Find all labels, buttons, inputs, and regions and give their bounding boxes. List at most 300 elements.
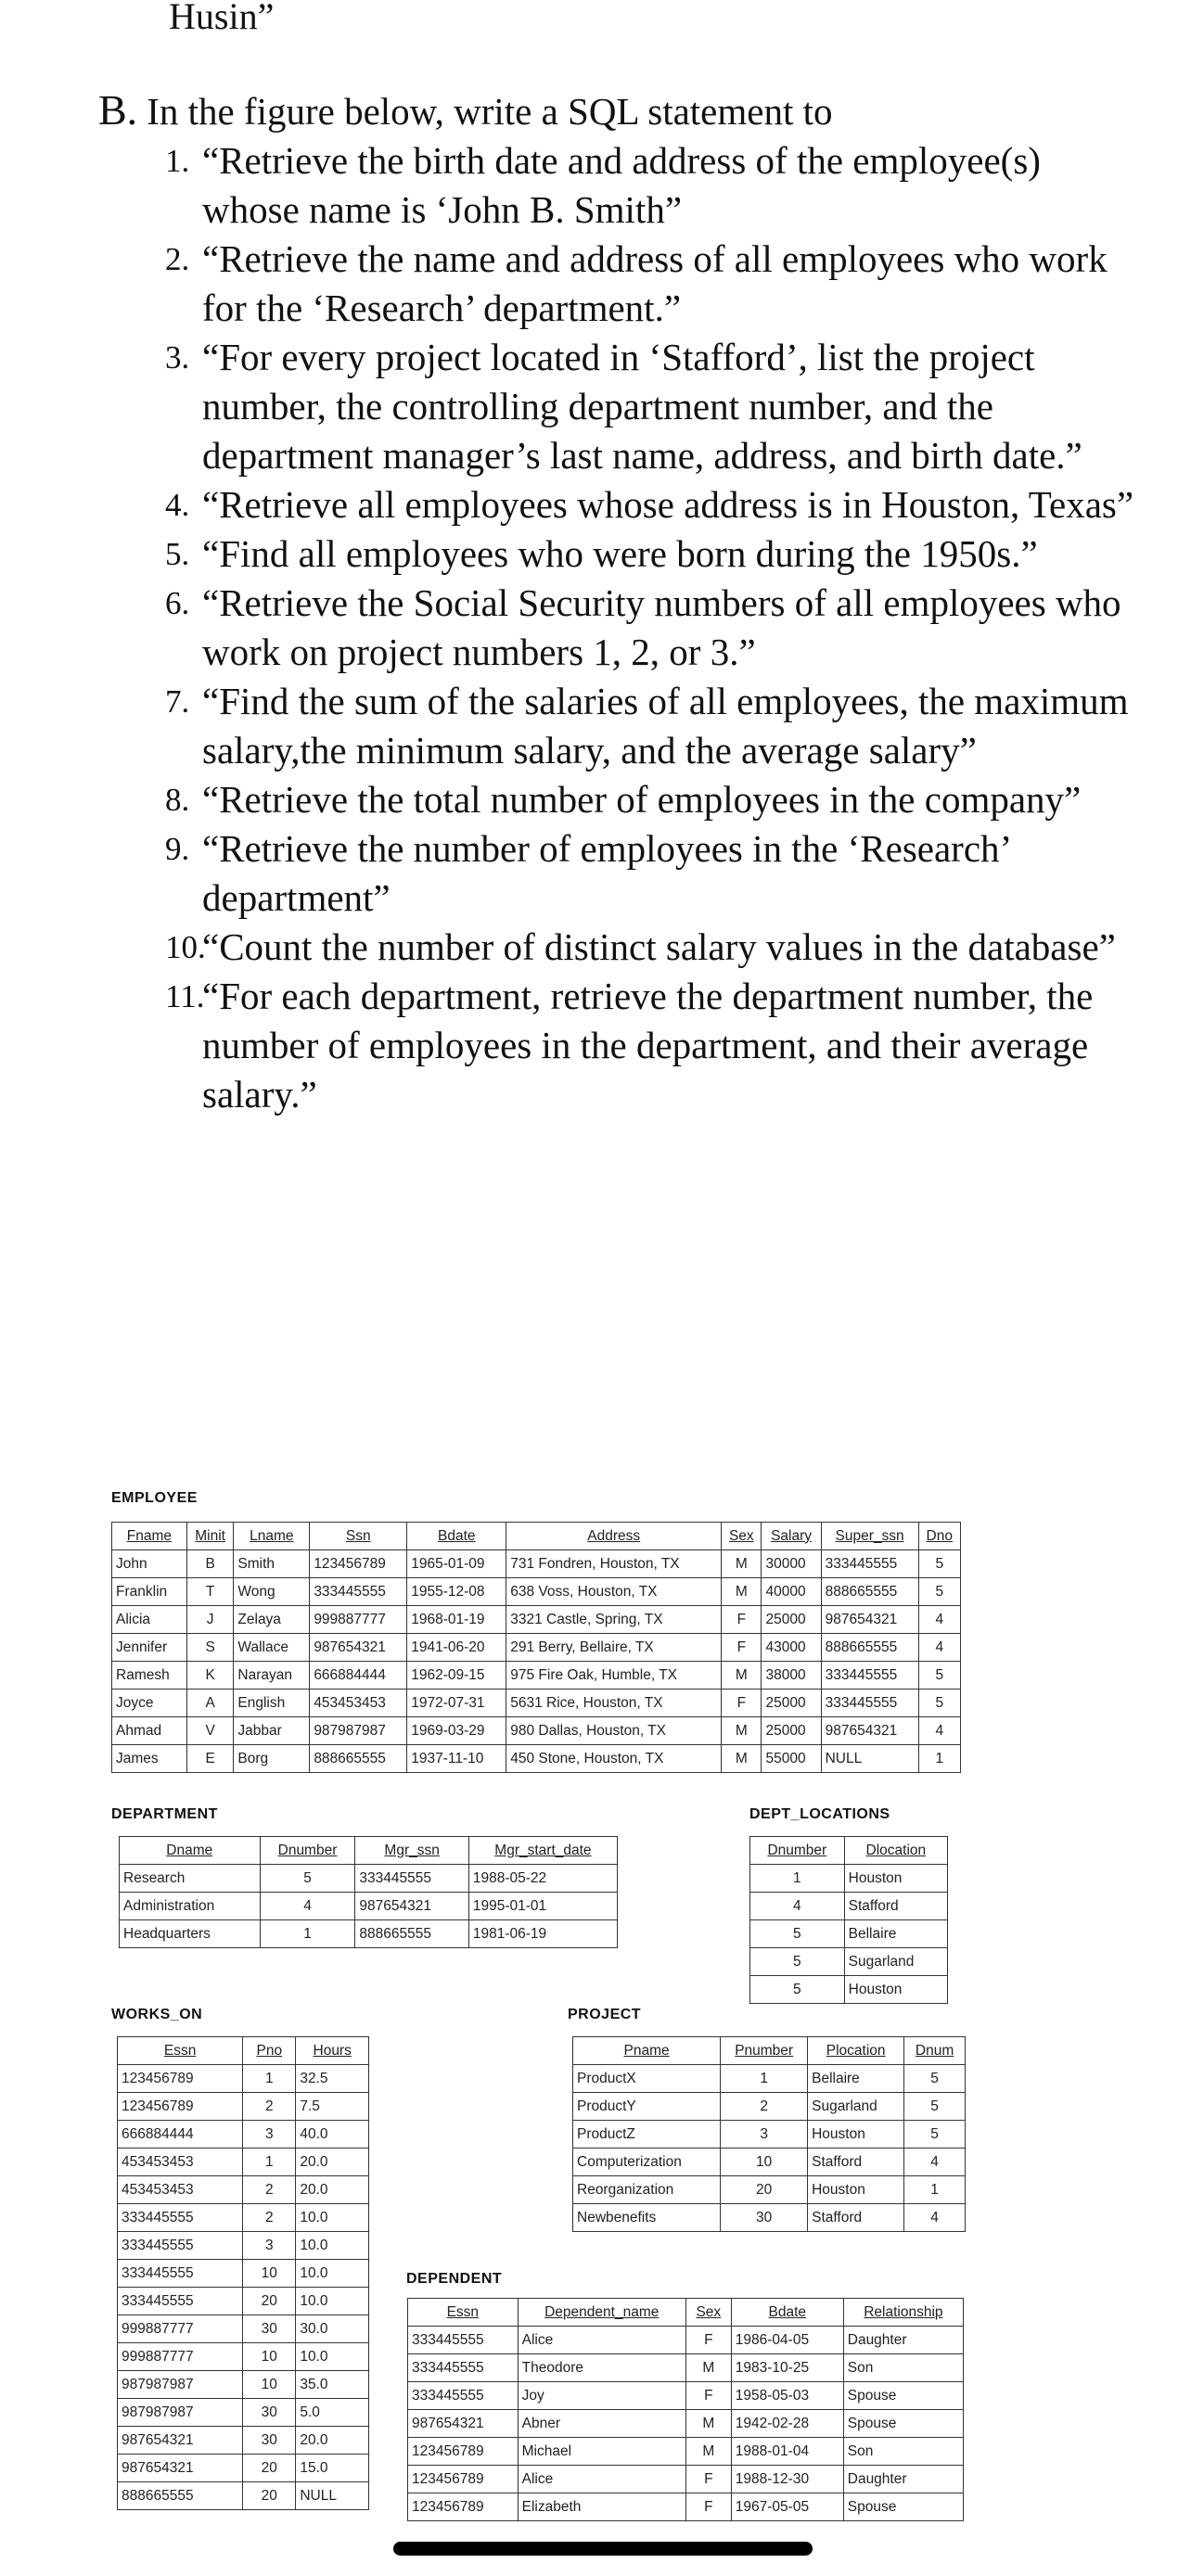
table-cell: Research <box>120 1865 261 1893</box>
table-cell: Borg <box>234 1745 310 1773</box>
table-row <box>112 1717 961 1745</box>
question-text: “Retrieve the birth date and address of the employee(s) whose name is ‘John B. Smith” <box>202 139 1041 231</box>
column-header: Mgr_start_date <box>468 1837 617 1865</box>
table-cell: 10 <box>243 2260 296 2288</box>
table-cell: 999887777 <box>118 2343 243 2371</box>
table-cell: 1 <box>904 2176 966 2204</box>
table-cell: Franklin <box>112 1578 187 1606</box>
table-cell: 1968-01-19 <box>407 1606 506 1634</box>
table-cell: Joy <box>518 2382 685 2410</box>
table-row <box>573 2065 966 2093</box>
table-cell: 10.0 <box>296 2260 369 2288</box>
table-cell: Son <box>843 2438 963 2466</box>
column-header: Dnumber <box>750 1837 845 1865</box>
table-cell: B <box>186 1550 234 1578</box>
table-cell: 4 <box>918 1634 960 1662</box>
project-table <box>572 2036 966 2232</box>
question-number: 4. <box>165 487 190 523</box>
table-cell: 999887777 <box>118 2315 243 2343</box>
table-cell: NULL <box>296 2482 369 2510</box>
table-cell: 4 <box>904 2204 966 2232</box>
table-cell: Spouse <box>843 2382 963 2410</box>
table-cell: 30.0 <box>296 2315 369 2343</box>
table-cell: 999887777 <box>310 1606 407 1634</box>
table-cell: F <box>722 1690 762 1717</box>
table-cell: 987654321 <box>310 1634 407 1662</box>
table-cell: Daughter <box>843 2466 963 2493</box>
section-heading <box>98 85 1137 136</box>
table-cell: Jennifer <box>112 1634 187 1662</box>
table-cell: James <box>112 1745 187 1773</box>
table-row <box>112 1662 961 1690</box>
table-cell: Alice <box>518 2327 685 2354</box>
question-text: “Retrieve the total number of employees in the company” <box>202 778 1082 821</box>
table-cell: ProductX <box>573 2065 721 2093</box>
question-item <box>98 923 1137 972</box>
table-cell: M <box>685 2410 731 2438</box>
table-cell: F <box>685 2493 731 2521</box>
table-cell: 55000 <box>762 1745 821 1773</box>
table-cell: 1958-05-03 <box>731 2382 843 2410</box>
table-cell: 38000 <box>762 1662 821 1690</box>
table-cell: M <box>722 1550 762 1578</box>
table-cell: 5 <box>750 1948 845 1976</box>
table-cell: M <box>685 2354 731 2382</box>
table-cell: 333445555 <box>408 2382 519 2410</box>
column-header: Sex <box>722 1523 762 1550</box>
table-cell: 333445555 <box>355 1865 468 1893</box>
table-cell: 1955-12-08 <box>407 1578 506 1606</box>
table-cell: 5 <box>918 1690 960 1717</box>
question-item <box>98 235 1137 333</box>
department-table <box>119 1836 618 1948</box>
table-cell: 1981-06-19 <box>468 1920 617 1948</box>
table-cell: 453453453 <box>118 2149 243 2176</box>
table-cell: Stafford <box>844 1893 947 1920</box>
table-cell: 333445555 <box>408 2327 519 2354</box>
table-row <box>750 1948 948 1976</box>
table-cell: 4 <box>904 2149 966 2176</box>
table-cell: 20 <box>243 2455 296 2482</box>
table-row <box>112 1745 961 1773</box>
question-item <box>98 972 1137 1119</box>
table-cell: 987654321 <box>355 1893 468 1920</box>
table-row <box>118 2121 369 2149</box>
table-cell: 987654321 <box>821 1606 918 1634</box>
table-cell: Administration <box>120 1893 261 1920</box>
table-row <box>118 2343 369 2371</box>
table-header-row <box>573 2037 966 2065</box>
table-cell: Alicia <box>112 1606 187 1634</box>
table-row <box>573 2121 966 2149</box>
table-cell: 123456789 <box>310 1550 407 1578</box>
table-cell: 888665555 <box>310 1745 407 1773</box>
table-cell: 1 <box>750 1865 845 1893</box>
table-row <box>118 2455 369 2482</box>
column-header: Dependent_name <box>518 2299 685 2327</box>
question-number: 3. <box>165 339 190 376</box>
table-cell: 2 <box>721 2093 808 2121</box>
table-row <box>118 2315 369 2343</box>
table-cell: 20 <box>243 2288 296 2315</box>
table-cell: 987654321 <box>118 2427 243 2455</box>
table-cell: Abner <box>518 2410 685 2438</box>
column-header: Dlocation <box>844 1837 947 1865</box>
question-text: “Retrieve the Social Security numbers of all employees who work on project numbers 1, 2, or 3.” <box>202 581 1121 673</box>
table-cell: Stafford <box>808 2149 904 2176</box>
table-cell: Alice <box>518 2466 685 2493</box>
table-cell: M <box>722 1745 762 1773</box>
table-cell: 333445555 <box>821 1662 918 1690</box>
column-header: Minit <box>186 1523 234 1550</box>
table-cell: 453453453 <box>118 2176 243 2204</box>
table-cell: 1988-05-22 <box>468 1865 617 1893</box>
table-cell: Headquarters <box>120 1920 261 1948</box>
question-text: “For each department, retrieve the department number, the number of employees in the department, and their average salary.” <box>202 975 1094 1116</box>
table-cell: 25000 <box>762 1717 821 1745</box>
table-cell: 987987987 <box>118 2371 243 2399</box>
table-cell: 5.0 <box>296 2399 369 2427</box>
table-cell: 987987987 <box>310 1717 407 1745</box>
table-cell: 4 <box>260 1893 355 1920</box>
table-cell: 1965-01-09 <box>407 1550 506 1578</box>
table-row <box>112 1606 961 1634</box>
table-row <box>750 1920 948 1948</box>
column-header: Bdate <box>407 1523 506 1550</box>
table-cell: M <box>722 1717 762 1745</box>
table-cell: 975 Fire Oak, Humble, TX <box>506 1662 722 1690</box>
table-cell: 7.5 <box>296 2093 369 2121</box>
table-cell: 1983-10-25 <box>731 2354 843 2382</box>
table-cell: V <box>186 1717 234 1745</box>
column-header: Dnum <box>904 2037 966 2065</box>
table-row <box>408 2466 964 2493</box>
table-cell: 30000 <box>762 1550 821 1578</box>
table-cell: 5 <box>904 2093 966 2121</box>
column-header: Sex <box>685 2299 731 2327</box>
table-cell: Theodore <box>518 2354 685 2382</box>
table-cell: Spouse <box>843 2410 963 2438</box>
table-cell: 450 Stone, Houston, TX <box>506 1745 722 1773</box>
table-cell: M <box>722 1662 762 1690</box>
question-number: 2. <box>165 241 190 277</box>
question-text: “Retrieve all employees whose address is in Houston, Texas” <box>202 483 1134 526</box>
column-header: Pname <box>573 2037 721 2065</box>
question-number: 1. <box>165 143 190 179</box>
question-list <box>98 136 1137 1119</box>
table-cell: 888665555 <box>821 1578 918 1606</box>
table-row <box>408 2438 964 2466</box>
table-cell: 333445555 <box>821 1550 918 1578</box>
table-cell: 1967-05-05 <box>731 2493 843 2521</box>
table-cell: 1962-09-15 <box>407 1662 506 1690</box>
table-cell: 1 <box>721 2065 808 2093</box>
column-header: Salary <box>762 1523 821 1550</box>
question-item <box>98 579 1137 677</box>
table-cell: 30 <box>243 2427 296 2455</box>
column-header: Lname <box>234 1523 310 1550</box>
table-cell: Zelaya <box>234 1606 310 1634</box>
table-cell: 1969-03-29 <box>407 1717 506 1745</box>
table-cell: Sugarland <box>808 2093 904 2121</box>
table-cell: 333445555 <box>408 2354 519 2382</box>
table-row <box>118 2232 369 2260</box>
table-row <box>112 1578 961 1606</box>
table-cell: 1 <box>243 2065 296 2093</box>
table-cell: 20 <box>721 2176 808 2204</box>
table-cell: 1 <box>243 2149 296 2176</box>
dependent-table-label: DEPENDENT <box>406 2271 503 2287</box>
table-cell: 3 <box>243 2121 296 2149</box>
dept-locations-table-label: DEPT_LOCATIONS <box>749 1806 890 1822</box>
column-header: Dname <box>120 1837 261 1865</box>
table-cell: A <box>186 1690 234 1717</box>
question-text: “Count the number of distinct salary values in the database” <box>202 925 1116 968</box>
question-item <box>98 677 1137 775</box>
table-cell: 5631 Rice, Houston, TX <box>506 1690 722 1717</box>
table-cell: M <box>722 1578 762 1606</box>
question-section <box>98 85 1137 1119</box>
table-cell: 4 <box>918 1717 960 1745</box>
table-cell: 32.5 <box>296 2065 369 2093</box>
table-cell: Joyce <box>112 1690 187 1717</box>
table-cell: 1988-01-04 <box>731 2438 843 2466</box>
table-cell: 1937-11-10 <box>407 1745 506 1773</box>
table-cell: ProductY <box>573 2093 721 2121</box>
table-cell: 20 <box>243 2482 296 2510</box>
column-header: Dnumber <box>260 1837 355 1865</box>
table-cell: 123456789 <box>408 2493 519 2521</box>
table-row <box>120 1893 618 1920</box>
question-item <box>98 529 1137 579</box>
table-cell: Elizabeth <box>518 2493 685 2521</box>
table-cell: 980 Dallas, Houston, TX <box>506 1717 722 1745</box>
table-cell: 10 <box>721 2149 808 2176</box>
table-row <box>573 2093 966 2121</box>
table-cell: 3321 Castle, Spring, TX <box>506 1606 722 1634</box>
table-cell: John <box>112 1550 187 1578</box>
table-cell: F <box>685 2327 731 2354</box>
table-cell: 5 <box>918 1550 960 1578</box>
table-cell: 20.0 <box>296 2176 369 2204</box>
table-cell: 1941-06-20 <box>407 1634 506 1662</box>
table-row <box>750 1865 948 1893</box>
table-cell: 40000 <box>762 1578 821 1606</box>
table-cell: Wallace <box>234 1634 310 1662</box>
table-cell: 2 <box>243 2093 296 2121</box>
home-indicator[interactable] <box>393 2542 813 2556</box>
table-cell: Narayan <box>234 1662 310 1690</box>
question-item <box>98 775 1137 824</box>
table-header-row <box>112 1523 961 1550</box>
table-row <box>573 2204 966 2232</box>
question-number: 10. <box>165 929 206 965</box>
table-row <box>120 1920 618 1948</box>
column-header: Essn <box>408 2299 519 2327</box>
table-header-row <box>750 1837 948 1865</box>
table-cell: Ahmad <box>112 1717 187 1745</box>
table-cell: 888665555 <box>355 1920 468 1948</box>
table-cell: Wong <box>234 1578 310 1606</box>
table-cell: 35.0 <box>296 2371 369 2399</box>
table-cell: S <box>186 1634 234 1662</box>
table-cell: Spouse <box>843 2493 963 2521</box>
table-cell: 10.0 <box>296 2343 369 2371</box>
question-item <box>98 333 1137 480</box>
column-header: Address <box>506 1523 722 1550</box>
table-cell: 1972-07-31 <box>407 1690 506 1717</box>
table-cell: 666884444 <box>118 2121 243 2149</box>
table-cell: Bellaire <box>808 2065 904 2093</box>
table-row <box>118 2399 369 2427</box>
table-cell: Bellaire <box>844 1920 947 1948</box>
table-cell: E <box>186 1745 234 1773</box>
table-cell: 987654321 <box>821 1717 918 1745</box>
table-cell: 30 <box>243 2399 296 2427</box>
table-cell: 30 <box>243 2315 296 2343</box>
question-number: 6. <box>165 585 190 621</box>
table-cell: 25000 <box>762 1606 821 1634</box>
question-text: “Retrieve the number of employees in the ‘Research’ department” <box>202 827 1010 919</box>
table-row <box>573 2149 966 2176</box>
table-cell: English <box>234 1690 310 1717</box>
table-row <box>118 2093 369 2121</box>
table-cell: 453453453 <box>310 1690 407 1717</box>
column-header: Plocation <box>808 2037 904 2065</box>
question-number: 5. <box>165 536 190 572</box>
table-cell: Jabbar <box>234 1717 310 1745</box>
column-header: Super_ssn <box>821 1523 918 1550</box>
table-row <box>118 2149 369 2176</box>
table-cell: 987654321 <box>118 2455 243 2482</box>
question-item <box>98 136 1137 235</box>
table-cell: 987987987 <box>118 2399 243 2427</box>
table-cell: F <box>685 2466 731 2493</box>
table-header-row <box>118 2037 369 2065</box>
department-table-label: DEPARTMENT <box>111 1806 218 1822</box>
table-cell: F <box>685 2382 731 2410</box>
table-cell: 731 Fondren, Houston, TX <box>506 1550 722 1578</box>
table-cell: Reorganization <box>573 2176 721 2204</box>
table-cell: 5 <box>904 2065 966 2093</box>
table-cell: 5 <box>904 2121 966 2149</box>
table-row <box>408 2410 964 2438</box>
table-row <box>408 2493 964 2521</box>
dept-locations-table <box>749 1836 948 2004</box>
question-item <box>98 480 1137 529</box>
question-text: “Find the sum of the salaries of all employees, the maximum salary,the minimum salary, and the average salary” <box>202 680 1129 772</box>
table-cell: 25000 <box>762 1690 821 1717</box>
table-cell: 10.0 <box>296 2288 369 2315</box>
table-row <box>118 2065 369 2093</box>
table-cell: 10.0 <box>296 2232 369 2260</box>
table-cell: 10.0 <box>296 2204 369 2232</box>
table-cell: M <box>685 2438 731 2466</box>
table-cell: 4 <box>918 1606 960 1634</box>
previous-text-fragment: Husin” <box>169 0 275 37</box>
table-cell: Smith <box>234 1550 310 1578</box>
question-text: “Retrieve the name and address of all employees who work for the ‘Research’ department.” <box>202 237 1108 329</box>
table-cell: 43000 <box>762 1634 821 1662</box>
table-cell: 333445555 <box>118 2288 243 2315</box>
project-table-label: PROJECT <box>568 2007 642 2022</box>
table-cell: 5 <box>918 1578 960 1606</box>
table-cell: 123456789 <box>408 2466 519 2493</box>
table-cell: 888665555 <box>821 1634 918 1662</box>
table-row <box>118 2371 369 2399</box>
table-cell: Stafford <box>808 2204 904 2232</box>
table-cell: J <box>186 1606 234 1634</box>
employee-table <box>111 1522 961 1773</box>
table-cell: 15.0 <box>296 2455 369 2482</box>
table-cell: ProductZ <box>573 2121 721 2149</box>
table-cell: K <box>186 1662 234 1690</box>
table-cell: 333445555 <box>118 2204 243 2232</box>
table-row <box>118 2204 369 2232</box>
question-number: 7. <box>165 683 190 720</box>
table-cell: 5 <box>918 1662 960 1690</box>
table-cell: 1988-12-30 <box>731 2466 843 2493</box>
dependent-table <box>407 2298 964 2521</box>
table-cell: Houston <box>844 1865 947 1893</box>
table-cell: 666884444 <box>310 1662 407 1690</box>
table-cell: Houston <box>808 2121 904 2149</box>
table-cell: 123456789 <box>118 2065 243 2093</box>
table-cell: Ramesh <box>112 1662 187 1690</box>
table-cell: 987654321 <box>408 2410 519 2438</box>
table-cell: 888665555 <box>118 2482 243 2510</box>
question-text: “For every project located in ‘Stafford’, list the project number, the controlling department number, and the department manager’s last name, address, and birth date.” <box>202 336 1082 477</box>
table-cell: 123456789 <box>118 2093 243 2121</box>
section-letter: B. <box>98 86 138 134</box>
table-cell: 333445555 <box>310 1578 407 1606</box>
table-cell: 1986-04-05 <box>731 2327 843 2354</box>
column-header: Mgr_ssn <box>355 1837 468 1865</box>
works-on-table <box>117 2036 369 2510</box>
table-cell: Houston <box>808 2176 904 2204</box>
table-cell: 3 <box>243 2232 296 2260</box>
table-cell: 10 <box>243 2371 296 2399</box>
table-row <box>408 2382 964 2410</box>
question-number: 9. <box>165 831 190 867</box>
table-row <box>112 1550 961 1578</box>
table-cell: 1 <box>260 1920 355 1948</box>
table-cell: 40.0 <box>296 2121 369 2149</box>
table-row <box>408 2354 964 2382</box>
table-row <box>408 2327 964 2354</box>
table-cell: 4 <box>750 1893 845 1920</box>
table-cell: 10 <box>243 2343 296 2371</box>
table-cell: 123456789 <box>408 2438 519 2466</box>
table-cell: NULL <box>821 1745 918 1773</box>
table-cell: F <box>722 1634 762 1662</box>
table-cell: 20.0 <box>296 2149 369 2176</box>
column-header: Ssn <box>310 1523 407 1550</box>
table-cell: Daughter <box>843 2327 963 2354</box>
table-cell: Son <box>843 2354 963 2382</box>
table-cell: 20.0 <box>296 2427 369 2455</box>
works-on-table-label: WORKS_ON <box>111 2007 203 2022</box>
column-header: Bdate <box>731 2299 843 2327</box>
table-cell: 30 <box>721 2204 808 2232</box>
table-cell: Computerization <box>573 2149 721 2176</box>
column-header: Dno <box>918 1523 960 1550</box>
table-cell: 1995-01-01 <box>468 1893 617 1920</box>
column-header: Hours <box>296 2037 369 2065</box>
table-cell: Sugarland <box>844 1948 947 1976</box>
column-header: Pnumber <box>721 2037 808 2065</box>
table-cell: Newbenefits <box>573 2204 721 2232</box>
